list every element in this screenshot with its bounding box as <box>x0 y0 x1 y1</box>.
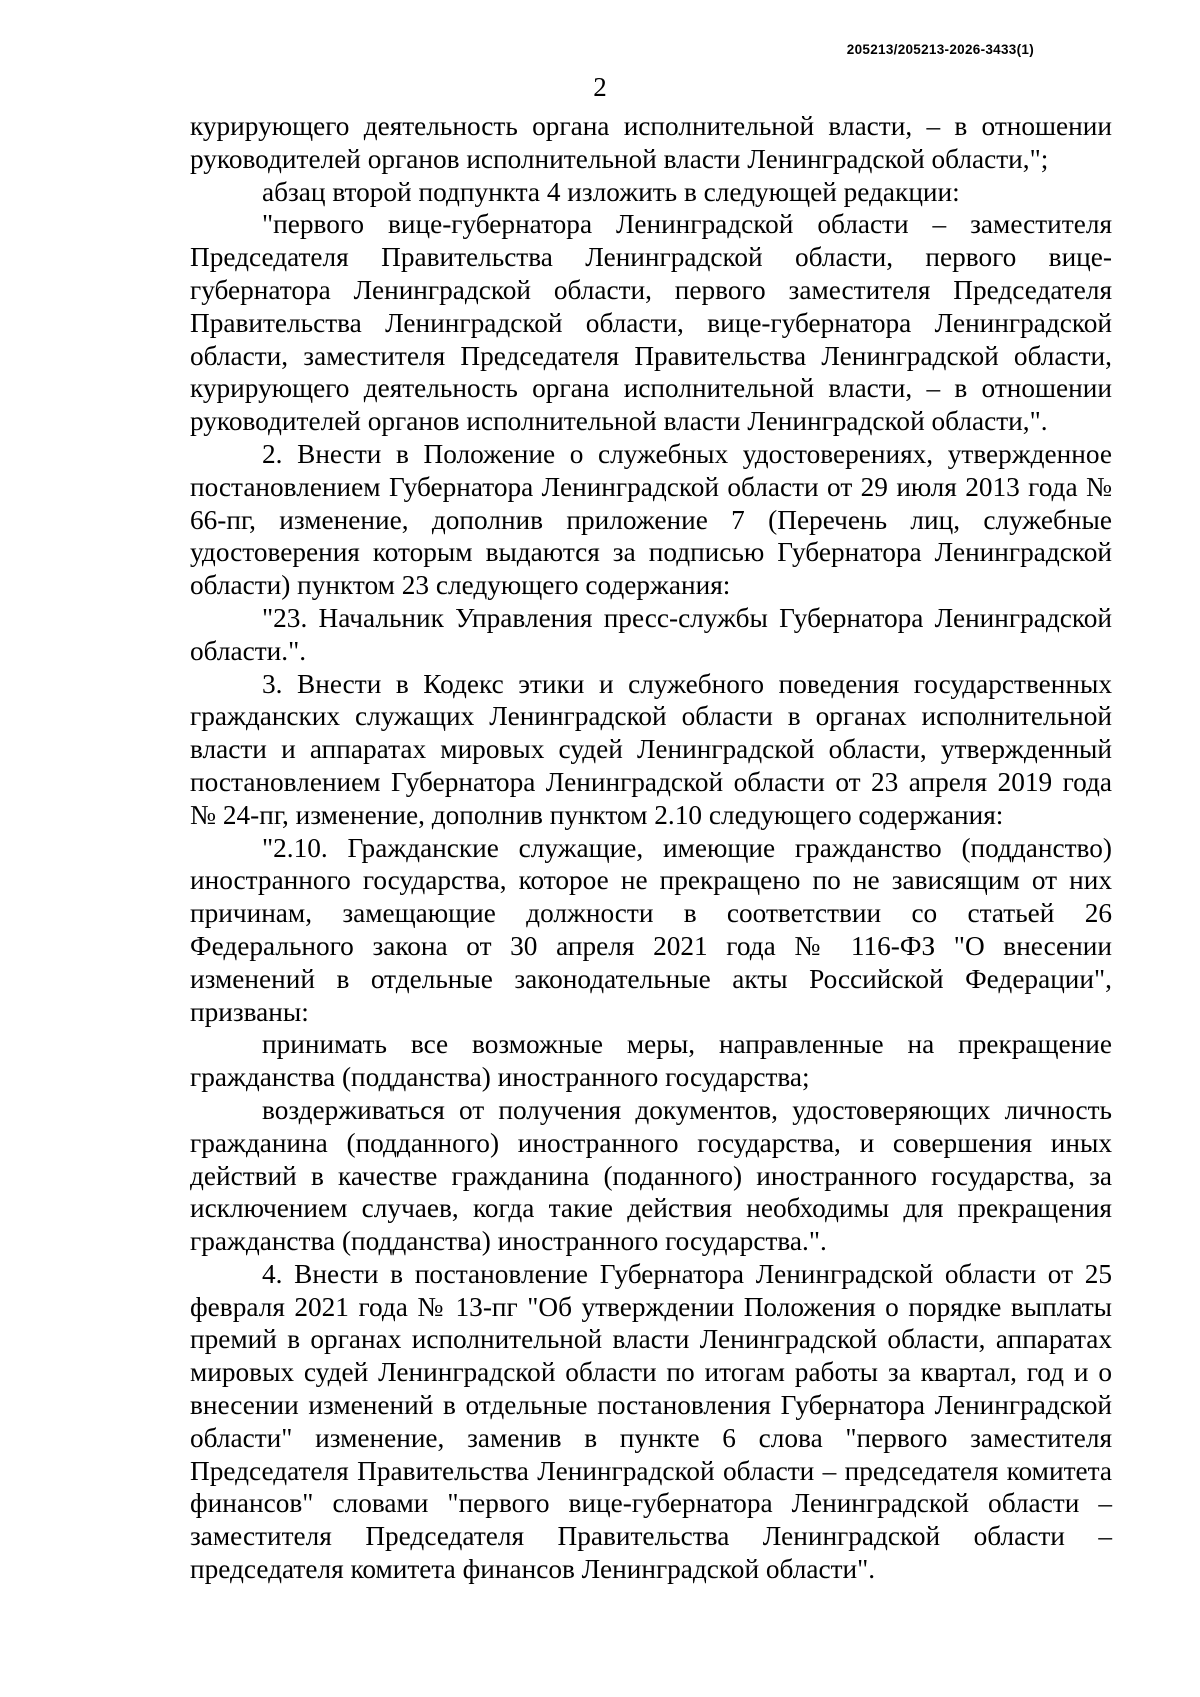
paragraph-subpoint-4-intro: абзац второй подпункта 4 изложить в следующей редакции: <box>262 176 960 207</box>
paragraph-item-2-quote: "23. Начальник Управления пресс-службы Губернатора Ленинградской области.". <box>190 602 1112 666</box>
paragraph-item-3-quote: "2.10. Гражданские служащие, имеющие гражданство (подданство) иностранного государства, которое не прекращено по не зависящим от них причинам, замещающие должности в соответствии со статьей 26 Федерального закона от 30 апреля 2021 года № 116-ФЗ "О внесении изменений в отдельные законодательные акты Российской Федерации", призваны: <box>190 832 1112 1027</box>
paragraph-continuation: курирующего деятельность органа исполнительной власти, – в отношении руководителей органов исполнительной власти Ленинградской области,"; <box>190 111 1112 174</box>
page-number: 2 <box>593 72 607 102</box>
document-id: 205213/205213-2026-3433(1) <box>846 42 1034 57</box>
paragraph-item-3-duty-1: принимать все возможные меры, направленные на прекращение гражданства (подданства) иностранного государства; <box>190 1029 1112 1093</box>
paragraph-item-4: 4. Внести в постановление Губернатора Ленинградской области от 25 февраля 2021 года № 13-пг "Об утверждении Положения о порядке выплаты премий в органах исполнительной власти Ленинградской области, аппаратах мировых судей Ленинградской области по итогам работы за квартал, год и о внесении изменений в отдельные постановления Губернатора Ленинградской области" изменение, заменив в пункте 6 слова "первого заместителя Председателя Правительства Ленинградской области – председателя комитета финансов" словами "первого вице-губернатора Ленинградской области – заместителя Председателя Правительства Ленинградской области – председателя комитета финансов Ленинградской области". <box>190 1258 1112 1585</box>
paragraph-item-3: 3. Внести в Кодекс этики и служебного поведения государственных гражданских служащих Ленинградской области в органах исполнительной власти и аппаратах мировых судей Ленинградской области, утвержденный постановлением Губернатора Ленинградской области от 23 апреля 2019 года № 24-пг, изменение, дополнив пунктом 2.10 следующего содержания: <box>190 668 1112 830</box>
paragraph-item-2: 2. Внести в Положение о служебных удостоверениях, утвержденное постановлением Губернатора Ленинградской области от 29 июля 2013 года № 66-пг, изменение, дополнив приложение 7 (Перечень лиц, служебные удостоверения которым выдаются за подписью Губернатора Ленинградской области) пунктом 23 следующего содержания: <box>190 438 1112 601</box>
paragraph-subpoint-4-text: "первого вице-губернатора Ленинградской области – заместителя Председателя Правительства Ленинградской области, первого вице-губернатора Ленинградской области, первого заместителя Председателя Правительства Ленинградской области, вице-губернатора Ленинградской области, заместителя Председателя Правительства Ленинградской области, курирующего деятельность органа исполнительной власти, – в отношении руководителей органов исполнительной власти Ленинградской области,". <box>190 209 1112 437</box>
document-body <box>190 110 1112 1586</box>
paragraph-item-3-duty-2: воздерживаться от получения документов, удостоверяющих личность гражданина (подданного) иностранного государства, и совершения иных действий в качестве гражданина (поданного) иностранного государства, за исключением случаев, когда такие действия необходимы для прекращения гражданства (подданства) иностранного государства.". <box>190 1094 1112 1257</box>
